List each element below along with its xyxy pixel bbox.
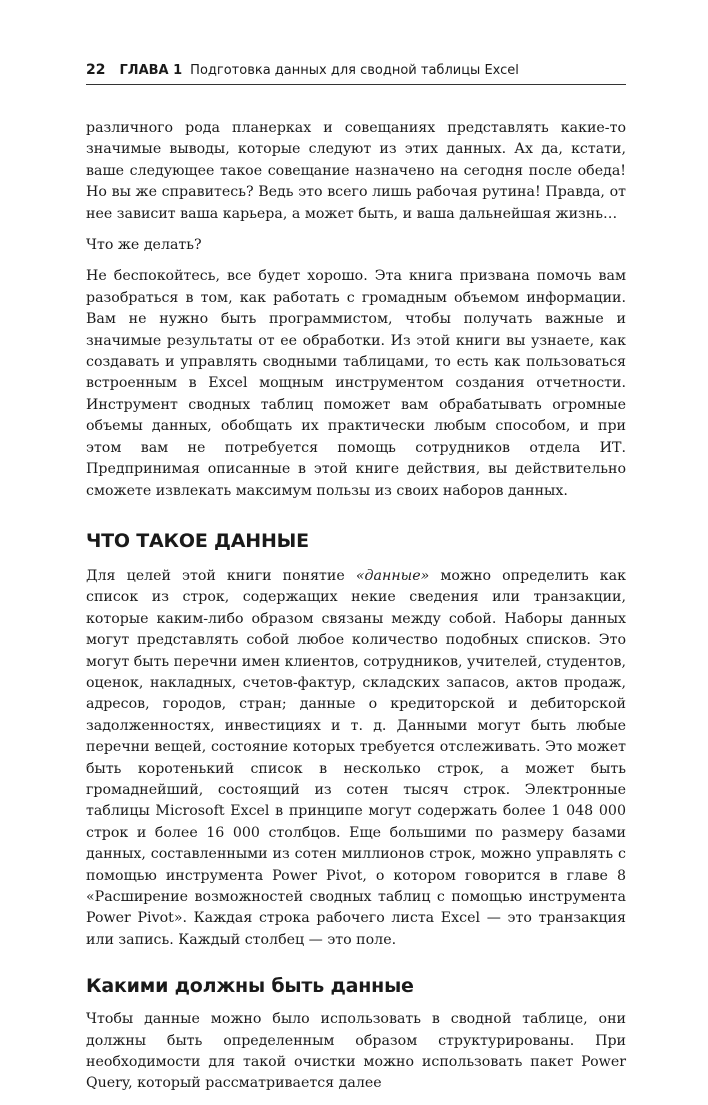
header-rule <box>86 84 626 85</box>
paragraph-3: Не беспокойтесь, все будет хорошо. Эта книга призвана помочь вам разобраться в том, как работать с громадным объемом информации. Вам не нужно быть программистом, чтобы получать важные и значимые результаты от ее обработки. Из этой книги вы узнаете, как создавать и управлять сводными таблицами, то есть как пользоваться встроенным в Excel мощным инструментом создания отчетности. Инструмент сводных таблиц поможет вам обрабатывать огромные объемы данных, обобщать их практически любым способом, и при этом вам не потребуется помощь сотрудников отдела ИТ. Предпринимая описанные в этой книге действия, вы действительно сможете извлекать максимум пользы из своих наборов данных. <box>86 268 626 499</box>
paragraph-5: Чтобы данные можно было использовать в сводной таблице, они должны быть определенным образом структурированы. При необходимости для такой очистки можно использовать пакет Power Query, который рассматривается далее <box>86 1011 626 1092</box>
paragraph-1: различного рода планерках и совещаниях представлять какие-то значимые выводы, которые следуют из этих данных. Ах да, кстати, ваше следующее такое совещание назначено на сегодня после обеда! Но вы же справитесь? Ведь это всего лишь рабочая рутина! Правда, от нее зависит ваша карьера, а может быть, и ваша дальнейшая жизнь… <box>86 120 626 222</box>
page-number: 22 <box>86 62 106 78</box>
running-head <box>86 58 626 82</box>
body-text <box>86 118 626 1105</box>
paragraph-4-intro: Для целей этой книги понятие <box>86 567 356 584</box>
term-data: «данные» <box>355 567 430 584</box>
chapter-title: Подготовка данных для сводной таблицы Excel <box>190 63 519 78</box>
subsection-heading: Какими должны быть данные <box>86 975 414 998</box>
paragraph-4 <box>86 566 626 951</box>
paragraph-4-body: можно определить как список из строк, содержащих некие сведения или транзакции, которые каким-либо образом связаны между собой. Наборы данных могут представлять собой любое количество подобных списков. Это могут быть перечни имен клиентов, сотрудников, учителей, студентов, оценок, накладных, счетов-фактур, складских запасов, актов продаж, адресов, городов, стран; данные о кредиторской и дебиторской задолженностях, инвестициях и т. д. Данными могут быть любые перечни вещей, состояние которых требуется отслеживать. Это может быть коротенький список в несколько строк, а может быть громаднейший, состоящий из сотен тысяч строк. Электронные таблицы Microsoft Excel в принципе могут содержать более 1 048 000 строк и более 16 000 столбцов. Еще большими по размеру базами данных, составленными из сотен миллионов строк, можно управлять с помощью инструмента Power Pivot, о котором говорится в главе 8 «Расширение возможностей сводных таблиц с помощью инструмента Power Pivot». Каждая строка рабочего листа Excel — это транзакция или запись. Каждый столбец — это поле. <box>86 567 626 948</box>
chapter-label: ГЛАВА 1 <box>119 63 183 78</box>
paragraph-2: Что же делать? <box>86 237 202 254</box>
section-heading: ЧТО ТАКОЕ ДАННЫЕ <box>86 529 309 552</box>
